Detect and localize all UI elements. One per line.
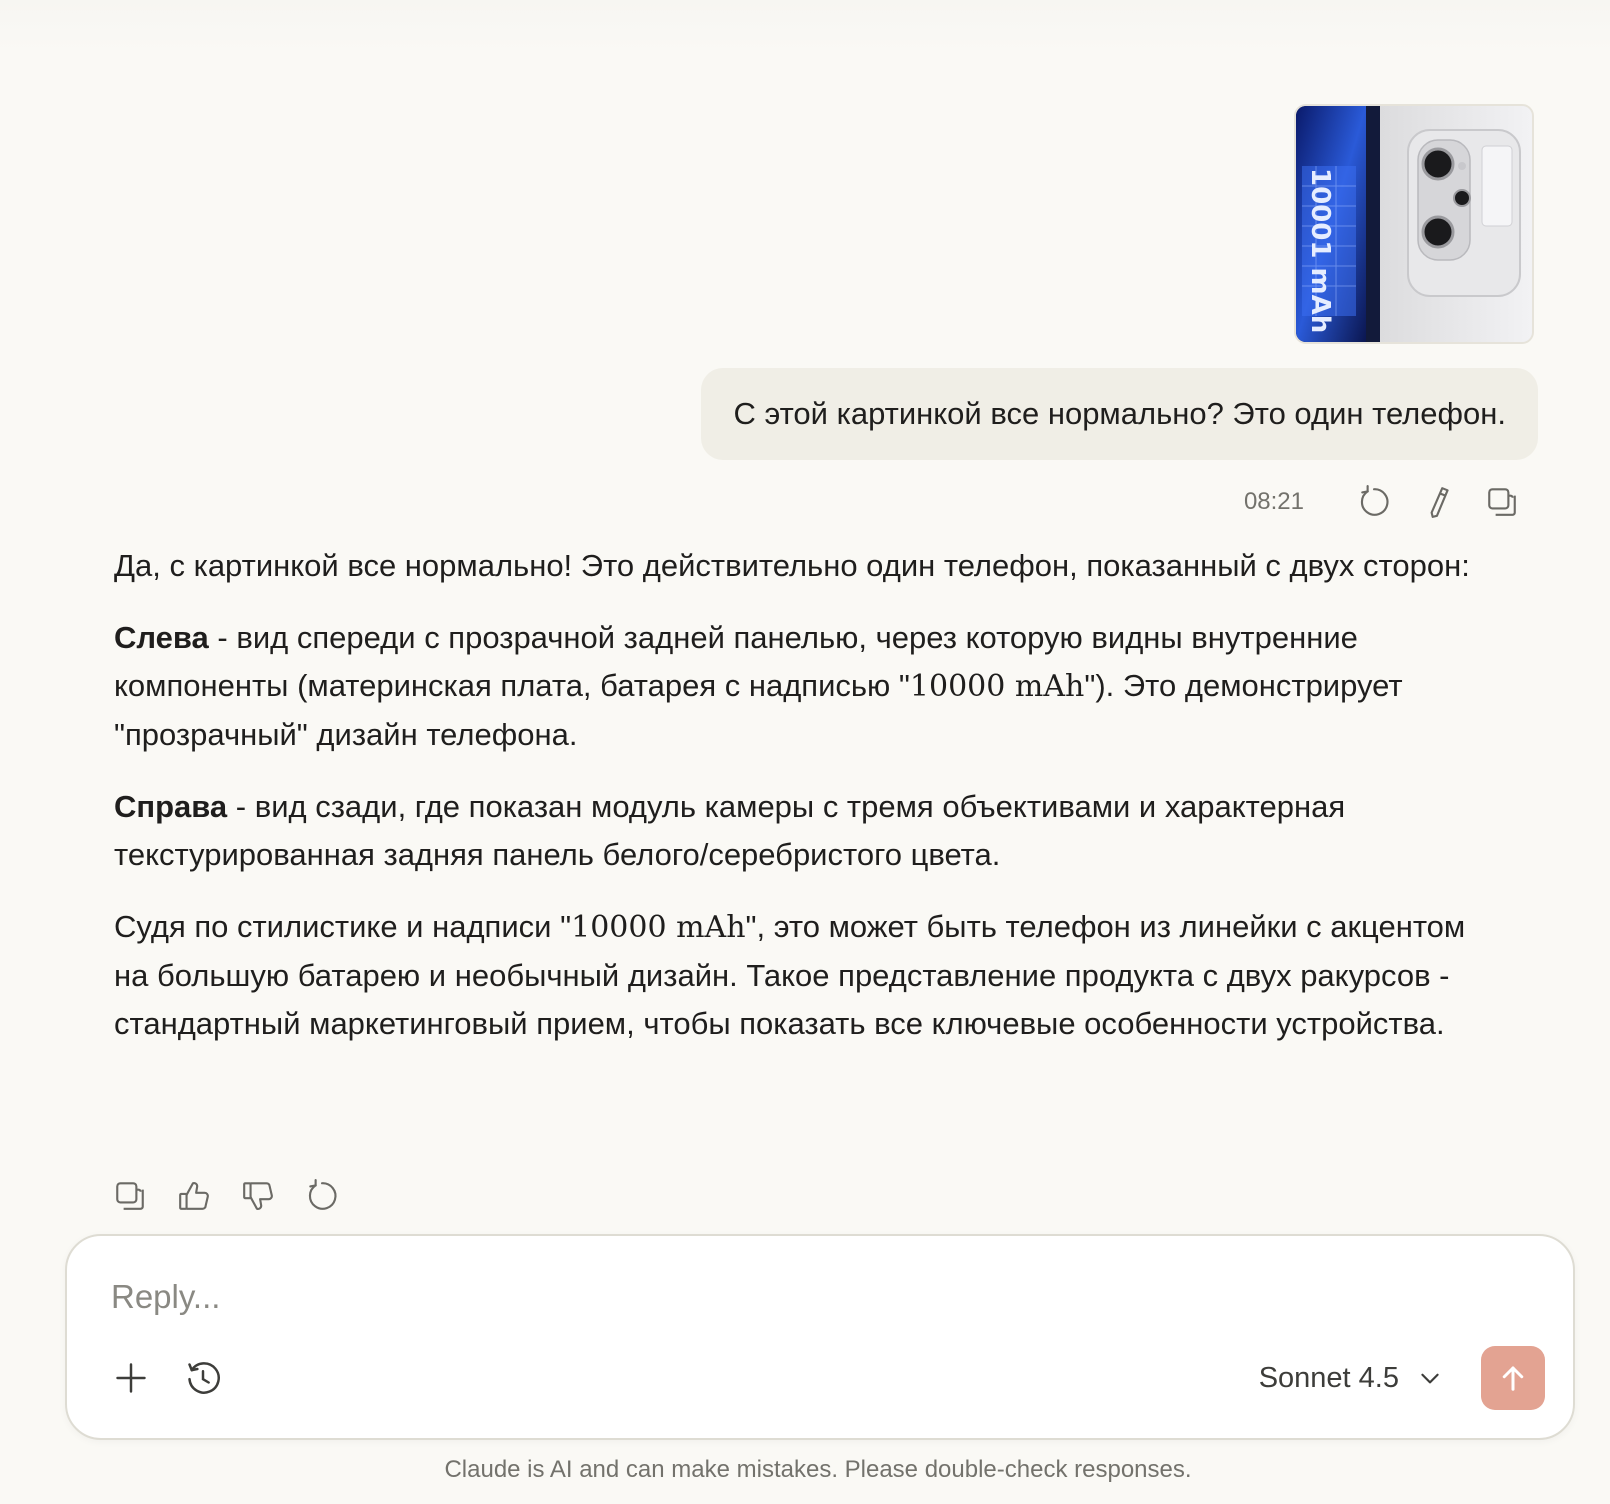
assistant-paragraph — [114, 903, 1474, 1048]
assistant-text: - вид спереди с прозрачной задней панелью, через которую видны внутренние компоненты (материнская плата, батарея с надписью " — [114, 620, 1358, 703]
bold-label-right: Справа — [114, 789, 228, 824]
model-name: Sonnet 4.5 — [1258, 1361, 1399, 1394]
history-button[interactable] — [177, 1352, 229, 1404]
copy-icon — [1485, 485, 1519, 519]
chevron-down-icon — [1417, 1365, 1443, 1391]
thumbnail-text: 10001 mAh — [1305, 168, 1335, 334]
retry-icon — [1357, 485, 1391, 519]
battery-capacity: 10000 mAh — [909, 669, 1085, 704]
thumbs-up-icon — [177, 1179, 211, 1213]
assistant-text: Да, с картинкой все нормально! Это действительно один телефон, показанный с двух сторон: — [114, 548, 1470, 583]
assistant-message-actions — [108, 1172, 344, 1220]
model-selector[interactable] — [1259, 1352, 1443, 1404]
send-button[interactable] — [1481, 1346, 1545, 1410]
edit-button[interactable] — [1416, 480, 1460, 524]
reply-input[interactable] — [109, 1266, 1413, 1328]
assistant-text: Судя по стилистике и надписи " — [114, 909, 572, 944]
reply-composer — [65, 1234, 1575, 1440]
disclaimer: Claude is AI and can make mistakes. Please double-check responses. — [444, 1456, 1192, 1483]
assistant-text: ", это может быть телефон из линейки с акцентом на большую батарею и необычный дизайн. Такое представление продукта с двух ракурсов - стандартный маркетинговый прием, чтобы показать все ключевые особенности устройства. — [114, 909, 1466, 1041]
image-attachment[interactable] — [1294, 104, 1534, 344]
retry-response-button[interactable] — [300, 1174, 344, 1218]
copy-button[interactable] — [1480, 480, 1524, 524]
edit-icon — [1421, 485, 1455, 519]
add-attachment-button[interactable] — [105, 1352, 157, 1404]
copy-response-button[interactable] — [108, 1174, 152, 1218]
clock-icon — [185, 1360, 221, 1396]
assistant-text: "). Это демонстрирует "прозрачный" дизайн телефона. — [114, 668, 1403, 752]
retry-button[interactable] — [1352, 480, 1396, 524]
thumbs-down-icon — [241, 1179, 275, 1213]
assistant-paragraph — [114, 542, 1474, 590]
assistant-message — [114, 542, 1474, 1072]
plus-icon — [113, 1360, 149, 1396]
phone-image-thumbnail-icon — [1296, 106, 1532, 342]
assistant-paragraph — [114, 783, 1474, 879]
bold-label-left: Слева — [114, 620, 209, 655]
thumbs-down-button[interactable] — [236, 1174, 280, 1218]
copy-icon — [113, 1179, 147, 1213]
user-message-bubble — [701, 368, 1538, 460]
message-timestamp: 08:21 — [1243, 488, 1304, 515]
battery-capacity: 10000 mAh — [571, 910, 746, 945]
user-message-actions — [1244, 480, 1524, 524]
assistant-text: - вид сзади, где показан модуль камеры с тремя объективами и характерная текстурированная задняя панель белого/серебристого цвета. — [114, 789, 1346, 872]
assistant-paragraph — [114, 614, 1474, 759]
thumbs-up-button[interactable] — [172, 1174, 216, 1218]
top-fade — [0, 0, 1610, 52]
user-message-text: С этой картинкой все нормально? Это один телефон. — [733, 396, 1506, 431]
retry-icon — [305, 1179, 339, 1213]
arrow-up-icon — [1498, 1363, 1528, 1393]
